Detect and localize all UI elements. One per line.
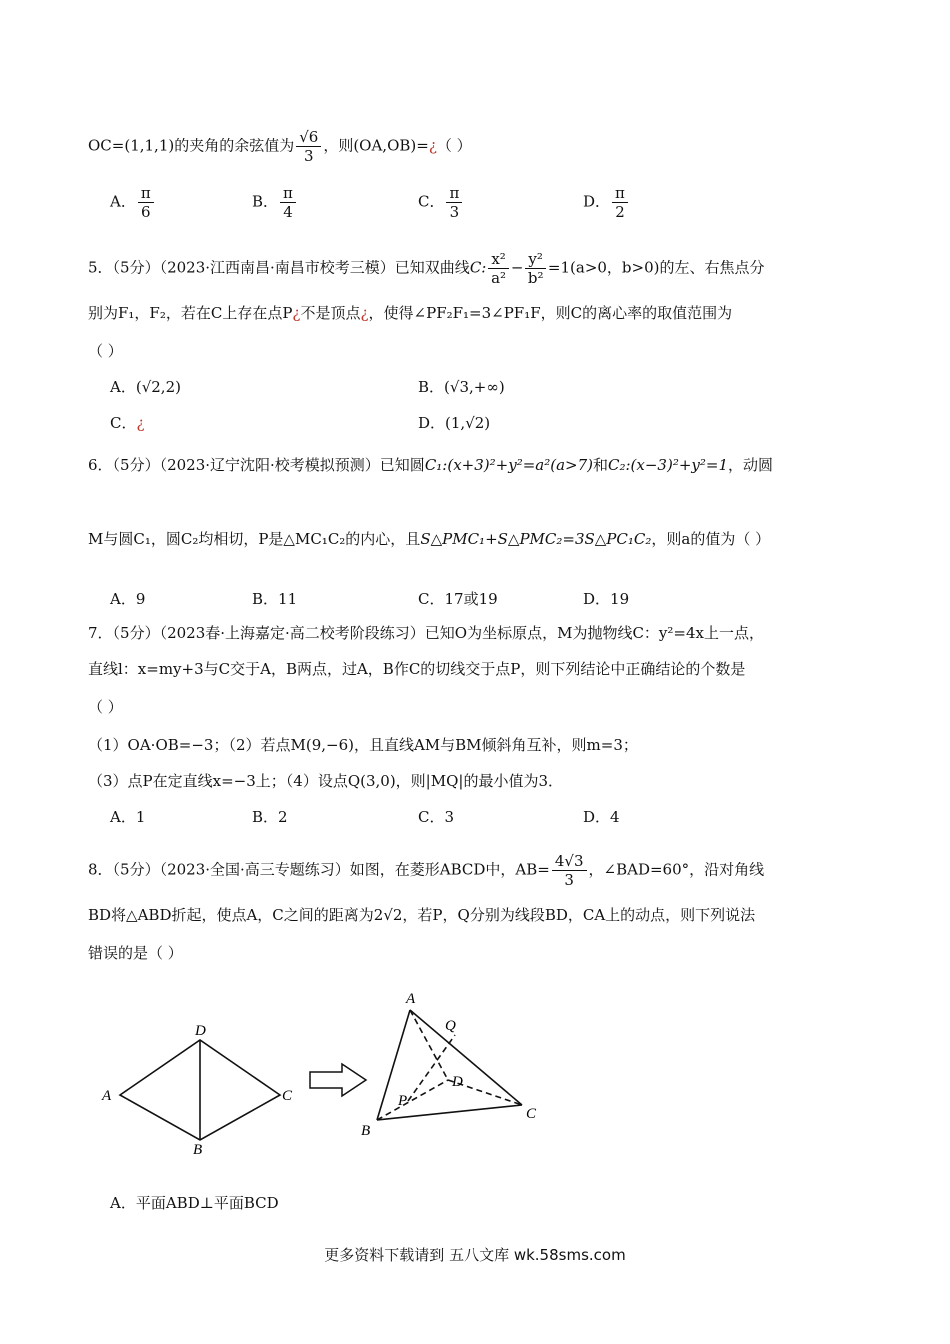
rhombus-figure bbox=[120, 1040, 280, 1140]
q4-answer-paren: （ ） bbox=[436, 136, 472, 155]
label-a-left: A bbox=[102, 1088, 112, 1104]
label-p-right: P bbox=[398, 1093, 408, 1109]
label-d-right: D bbox=[452, 1074, 463, 1090]
q5-x-fraction: $\frac{\text{x²}}{\text{a²}}$ bbox=[488, 250, 508, 287]
q5-answer-paren: （ ） bbox=[88, 342, 123, 360]
q4-option-b: B． $\frac{\pi}{4}$ bbox=[252, 184, 298, 221]
q5-option-d: D．(1,√2) bbox=[418, 414, 491, 432]
q4-stem-part2: ，则(OA,OB)= bbox=[323, 136, 429, 155]
q7-option-b: B．2 bbox=[252, 808, 288, 826]
q7-option-d: D．4 bbox=[583, 808, 620, 826]
q5-y-fraction: $\frac{\text{y²}}{\text{b²}}$ bbox=[525, 250, 546, 287]
label-c-left: C bbox=[282, 1088, 293, 1104]
q4-stem bbox=[88, 128, 472, 165]
q8-figure bbox=[90, 988, 550, 1163]
q8-ab-fraction: $\frac{4√3}{3}$ bbox=[552, 852, 587, 889]
q4-missing-glyph: ¿ bbox=[428, 136, 437, 155]
q7-answer-paren: （ ） bbox=[88, 698, 123, 716]
q8-option-a: A．平面ABD⊥平面BCD bbox=[110, 1194, 279, 1212]
q6-option-b: B．11 bbox=[252, 590, 298, 608]
label-c-right: C bbox=[526, 1106, 537, 1122]
q5-stem-line1: 5．（5分）（2023·江西南昌·南昌市校考三模）已知双曲线C: $\frac{\text{x²}}{\text{a²}}$ − $\frac{\text{y²}}{\text{b²}}$ =1(a>0，b>0)的左、右焦点分 bbox=[88, 250, 765, 287]
q4-option-d: D． $\frac{\pi}{2}$ bbox=[583, 184, 630, 221]
q6-option-d: D．19 bbox=[583, 590, 630, 608]
q8-stem-line3: 错误的是（ ） bbox=[88, 944, 183, 962]
q6-stem-line1: 6．（5分）（2023·辽宁沈阳·校考模拟预测）已知圆C₁:(x+3)²+y²=a²(a>7)和C₂:(x−3)²+y²=1，动圆 bbox=[88, 456, 774, 474]
label-q-right: Q bbox=[445, 1018, 456, 1034]
q5-option-c: C．¿ bbox=[110, 414, 145, 432]
q8-stem-line1: 8．（5分）（2023·全国·高三专题练习）如图，在菱形ABCD中，AB= $\frac{4√3}{3}$ ，∠BAD=60°，沿对角线 bbox=[88, 852, 765, 889]
page-footer: 更多资料下载请到 五八文库 wk.58sms.com bbox=[324, 1246, 626, 1264]
q7-stem-line1: 7．（5分）（2023春·上海嘉定·高二校考阶段练习）已知O为坐标原点，M为抛物线C：y²=4x上一点， bbox=[88, 624, 764, 642]
q8-stem-line2: BD将△ABD折起，使点A，C之间的距离为2√2，若P，Q分别为线段BD，CA上的动点，则下列说法 bbox=[88, 906, 756, 924]
q7-statements-1-2: （1）OA·OB=−3；（2）若点M(9,−6)，且直线AM与BM倾斜角互补，则m=3； bbox=[88, 736, 638, 754]
q7-statements-3-4: （3）点P在定直线x=−3上；（4）设点Q(3,0)，则|MQ|的最小值为3． bbox=[88, 772, 563, 790]
label-b-left: B bbox=[193, 1142, 203, 1158]
edge-ac bbox=[410, 1010, 522, 1105]
q7-stem-line2: 直线l：x=my+3与C交于A，B两点，过A，B作C的切线交于点P，则下列结论中正确结论的个数是 bbox=[88, 660, 746, 678]
label-b-right: B bbox=[361, 1123, 371, 1139]
q6-option-a: A．9 bbox=[110, 590, 146, 608]
label-d-left: D bbox=[195, 1023, 206, 1039]
q4-option-a: A． $\frac{\pi}{6}$ bbox=[110, 184, 156, 221]
edge-ad bbox=[410, 1010, 448, 1080]
label-a-right: A bbox=[406, 991, 416, 1007]
q7-option-a: A．1 bbox=[110, 808, 146, 826]
q6-option-c: C．17或19 bbox=[418, 590, 498, 608]
q7-option-c: C．3 bbox=[418, 808, 455, 826]
q4-cos-fraction: $\frac{√6}{3}$ bbox=[296, 128, 321, 165]
q6-stem-line2: M与圆C₁，圆C₂均相切，P是△MC₁C₂的内心，且S△PMC₁+S△PMC₂=3S△PC₁C₂，则a的值为（ ） bbox=[88, 530, 771, 548]
arrow-right-icon bbox=[310, 1064, 366, 1096]
q5-option-b: B．(√3,+∞) bbox=[418, 378, 505, 396]
q5-stem-line2: 别为F₁，F₂，若在C上存在点P¿不是顶点¿，使得∠PF₂F₁=3∠PF₁F，则C的离心率的取值范围为 bbox=[88, 304, 733, 322]
q5-option-a: A．(√2,2) bbox=[110, 378, 181, 396]
segment-pq bbox=[408, 1035, 455, 1101]
q4-stem-part1: OC=(1,1,1)的夹角的余弦值为 bbox=[88, 136, 295, 155]
q4-option-c: C． $\frac{\pi}{3}$ bbox=[418, 184, 464, 221]
